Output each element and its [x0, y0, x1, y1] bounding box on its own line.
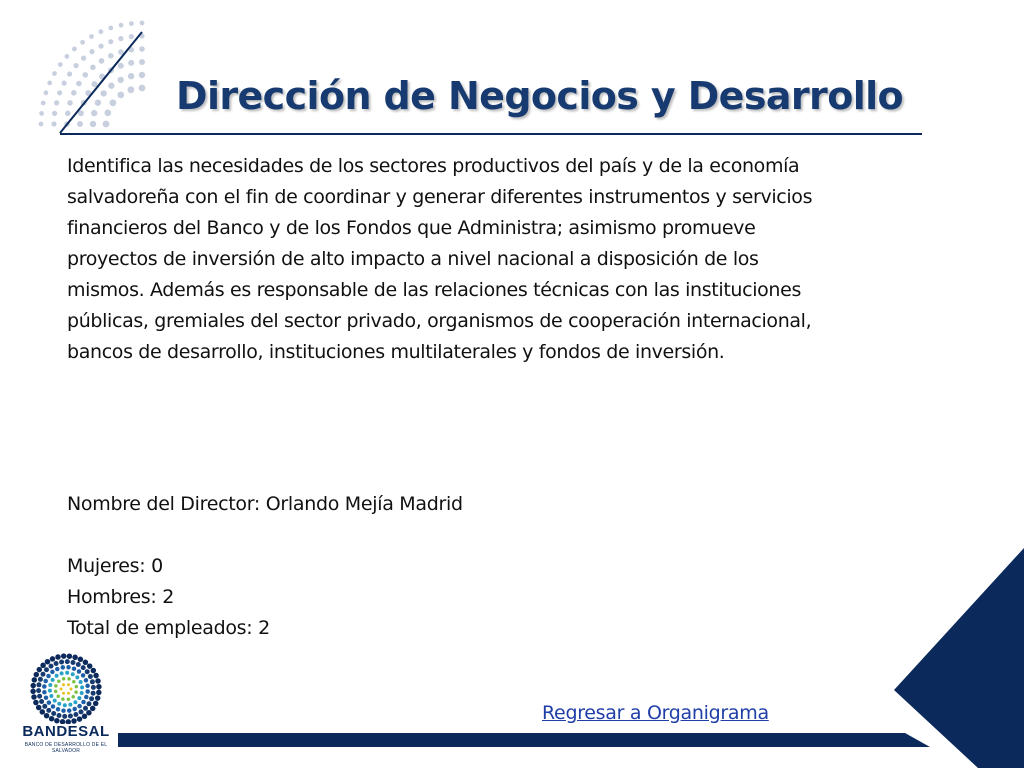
- logo-dot: [62, 714, 67, 719]
- logo-dot: [91, 668, 97, 674]
- logo-dot: [30, 689, 35, 695]
- ornament-dot: [44, 90, 49, 95]
- ornament-dot: [129, 21, 134, 26]
- ornament-dot: [67, 100, 73, 106]
- ornament-dot: [58, 62, 63, 67]
- logo-dot: [61, 697, 65, 701]
- logo-dot: [77, 716, 83, 722]
- logo-dot: [90, 679, 95, 684]
- logo-dot: [40, 709, 46, 715]
- logo-dot: [81, 665, 86, 670]
- logo-dot: [44, 713, 50, 719]
- ornament-dot: [77, 121, 83, 127]
- ornament-dot: [108, 53, 114, 59]
- women-count: Mujeres: 0: [67, 555, 163, 577]
- logo-dot: [50, 670, 55, 675]
- ornament-dot: [108, 26, 113, 31]
- back-to-org-chart-link[interactable]: Regresar a Organigrama: [542, 702, 769, 724]
- ornament-dot: [91, 110, 97, 116]
- logo-dot: [65, 659, 70, 664]
- logo-dot: [65, 671, 69, 675]
- ornament-dot: [76, 81, 82, 87]
- ornament-dot: [52, 111, 57, 116]
- ornament-dot: [81, 56, 86, 61]
- logo-dot: [47, 700, 52, 705]
- ornament-dot: [139, 85, 146, 92]
- logo-dot: [54, 661, 59, 666]
- logo-dot: [45, 659, 51, 665]
- logo-dot: [72, 655, 78, 661]
- total-employees: Total de empleados: 2: [67, 617, 270, 639]
- dot-arc-ornament-icon: [30, 12, 160, 142]
- ornament-dot: [52, 71, 57, 76]
- ornament-dot: [47, 81, 52, 86]
- logo-dot: [50, 656, 56, 662]
- logo-dot: [83, 706, 88, 711]
- logo-dot: [42, 690, 47, 695]
- ornament-dot: [51, 121, 56, 126]
- logo-dot: [85, 689, 90, 694]
- logo-dot: [95, 678, 101, 684]
- logo-dot: [66, 665, 71, 670]
- logo-dot: [93, 673, 99, 679]
- logo-dot: [87, 701, 92, 706]
- logo-dot: [30, 683, 36, 689]
- logo-dot: [67, 677, 71, 681]
- logo-dot: [82, 714, 88, 720]
- logo-dot: [68, 714, 73, 719]
- logo-dot: [43, 679, 48, 684]
- logo-dot: [80, 685, 84, 689]
- ornament-dot: [80, 40, 85, 45]
- logo-dot: [77, 669, 82, 674]
- ornament-dot: [95, 100, 101, 106]
- bandesal-logo: [14, 652, 118, 752]
- logo-dot: [51, 711, 56, 716]
- logo-dot: [77, 704, 82, 709]
- logo-dot: [76, 662, 81, 667]
- logo-dot: [62, 692, 65, 695]
- logo-dot: [67, 683, 70, 686]
- ornament-dot: [128, 86, 135, 93]
- men-count: Hombres: 2: [67, 586, 174, 608]
- ornament-dot: [108, 83, 114, 89]
- ornament-dot: [57, 90, 62, 95]
- ornament-dot: [62, 81, 67, 86]
- logo-dot: [67, 698, 71, 702]
- logo-dot: [40, 663, 46, 669]
- logo-dot: [75, 685, 79, 689]
- logo-dot: [55, 674, 59, 678]
- department-description: Identifica las necesidades de los sectores productivos del país y de la economía salvadoreña con el fin de coordinar y generar diferentes instrumentos y servicios financieros del Banco y de los Fondos que Administra; asimismo promueve proyectos de inversión de alto impacto a nivel nacional a disposición de los mismos. Además es responsable de las relaciones técnicas con las instituciones públicas, gremiales del sector privado, organismos de cooperación internacional, bancos de desarrollo, instituciones multilaterales y fondos de inversión.: [67, 155, 813, 363]
- page-title: Dirección de Negocios y Desarrollo: [176, 74, 904, 118]
- logo-dot: [67, 692, 70, 695]
- logo-dot: [95, 695, 101, 701]
- logo-dot: [44, 695, 49, 700]
- logo-dot: [88, 674, 93, 679]
- ornament-dot: [39, 122, 44, 127]
- logo-dot: [34, 672, 40, 678]
- logo-dot: [80, 691, 84, 695]
- logo-dot: [57, 679, 61, 683]
- ornament-dot: [39, 111, 44, 116]
- logo-dot: [44, 667, 49, 672]
- ornament-dot: [108, 39, 113, 44]
- ornament-dot: [72, 47, 77, 52]
- logo-dot: [86, 710, 92, 716]
- logo-dot: [42, 684, 47, 689]
- logo-dot: [74, 690, 78, 694]
- logo-dot: [72, 707, 77, 712]
- ornament-dot: [67, 71, 72, 76]
- logo-dot: [77, 696, 81, 700]
- logo-dot: [73, 712, 78, 717]
- logo-dot: [38, 677, 43, 682]
- logo-dot: [39, 699, 44, 704]
- logo-dot: [55, 654, 61, 660]
- logo-dot: [53, 699, 57, 703]
- ornament-dot: [129, 34, 134, 39]
- logo-dot: [49, 716, 55, 722]
- logo-dot: [56, 707, 61, 712]
- logo-dot: [36, 688, 41, 693]
- ornament-dot: [110, 99, 117, 106]
- logo-dot: [31, 694, 37, 700]
- ornament-dot: [118, 63, 124, 69]
- ornament-dot: [118, 49, 124, 55]
- ornament-dot: [99, 44, 104, 49]
- bandesal-logo-icon: [14, 652, 118, 724]
- logo-dot: [51, 704, 56, 709]
- logo-dot: [49, 694, 53, 698]
- ornament-dot: [139, 46, 145, 52]
- logo-dot: [41, 672, 46, 677]
- logo-dot: [72, 666, 77, 671]
- logo-dot: [87, 663, 93, 669]
- logo-dot: [79, 709, 84, 714]
- ornament-dot: [89, 49, 94, 54]
- logo-dot: [60, 671, 64, 675]
- logo-dot: [75, 675, 79, 679]
- logo-dot: [70, 688, 73, 691]
- ornament-dot: [99, 29, 104, 34]
- logo-dot: [61, 708, 66, 713]
- logo-dot: [51, 678, 55, 682]
- ornament-dot: [101, 90, 107, 96]
- logo-dot: [36, 705, 42, 711]
- logo-dot: [54, 684, 58, 688]
- ornament-dot: [65, 111, 71, 117]
- logo-dot: [72, 680, 76, 684]
- ornament-dot: [128, 60, 134, 66]
- logo-dot: [84, 695, 89, 700]
- footer-bar: [118, 733, 930, 747]
- corner-triangle: [894, 548, 1024, 768]
- logo-dot: [63, 703, 67, 707]
- logo-dot: [59, 660, 64, 665]
- ornament-dot: [71, 90, 77, 96]
- ornament-dot: [128, 73, 134, 79]
- ornament-dot: [118, 77, 124, 83]
- logo-dot: [62, 683, 65, 686]
- logo-dot: [73, 700, 77, 704]
- logo-dot: [71, 695, 75, 699]
- logo-dot: [81, 673, 86, 678]
- logo-dot: [93, 701, 99, 707]
- logo-dot: [67, 653, 73, 659]
- logo-dot: [54, 690, 58, 694]
- logo-wordmark: BANDESAL: [22, 723, 110, 740]
- logo-dot: [55, 667, 60, 672]
- title-underline: [60, 133, 922, 135]
- ornament-dot: [89, 34, 94, 39]
- logo-dot: [84, 678, 89, 683]
- ornament-dot: [119, 23, 124, 28]
- logo-dot: [36, 682, 41, 687]
- logo-dot: [71, 660, 76, 665]
- logo-dot: [90, 706, 96, 712]
- logo-dot: [60, 688, 63, 691]
- logo-dot: [49, 664, 54, 669]
- ornament-dot: [139, 72, 145, 78]
- ornament-dot: [92, 81, 98, 87]
- logo-dot: [46, 674, 51, 679]
- logo-dot: [56, 694, 60, 698]
- ornament-dot: [74, 63, 79, 68]
- logo-dot: [48, 689, 52, 693]
- logo-dot: [96, 690, 102, 696]
- logo-tagline: BANCO DE DESARROLLO DE EL SALVADOR: [24, 742, 108, 754]
- ornament-dot: [54, 100, 59, 105]
- ornament-dot: [41, 101, 46, 106]
- logo-dot: [62, 677, 66, 681]
- logo-dot: [57, 713, 62, 718]
- ornament-dot: [103, 121, 110, 128]
- director-name: Nombre del Director: Orlando Mejía Madrid: [67, 493, 463, 515]
- logo-dot: [91, 691, 96, 696]
- ornament-dot: [90, 65, 96, 71]
- logo-dot: [67, 708, 72, 713]
- ornament-dot: [104, 110, 111, 117]
- ornament-dot: [118, 36, 123, 41]
- ornament-dot: [99, 58, 105, 64]
- ornament-dot: [83, 72, 89, 78]
- logo-dot: [46, 708, 51, 713]
- logo-dot: [42, 704, 47, 709]
- logo-dot: [96, 684, 102, 690]
- ornament-dot: [140, 21, 145, 26]
- logo-dot: [91, 685, 96, 690]
- logo-dot: [79, 680, 83, 684]
- logo-dot: [68, 703, 72, 707]
- logo-dot: [61, 653, 66, 659]
- ornament-dot: [90, 121, 96, 127]
- logo-dot: [37, 694, 42, 699]
- logo-dot: [85, 684, 90, 689]
- logo-dot: [78, 657, 84, 663]
- logo-dot: [89, 696, 94, 701]
- logo-dot: [81, 700, 86, 705]
- logo-dot: [37, 667, 43, 673]
- ornament-dot: [65, 54, 70, 59]
- logo-dot: [83, 660, 89, 666]
- logo-dot: [71, 672, 75, 676]
- ornament-dot: [139, 59, 145, 65]
- logo-dot: [32, 677, 38, 683]
- logo-dot: [57, 702, 61, 706]
- logo-dot: [48, 683, 52, 687]
- logo-dot: [33, 700, 39, 706]
- ornament-dot: [117, 92, 124, 99]
- logo-dot: [85, 669, 90, 674]
- logo-dot: [61, 665, 66, 670]
